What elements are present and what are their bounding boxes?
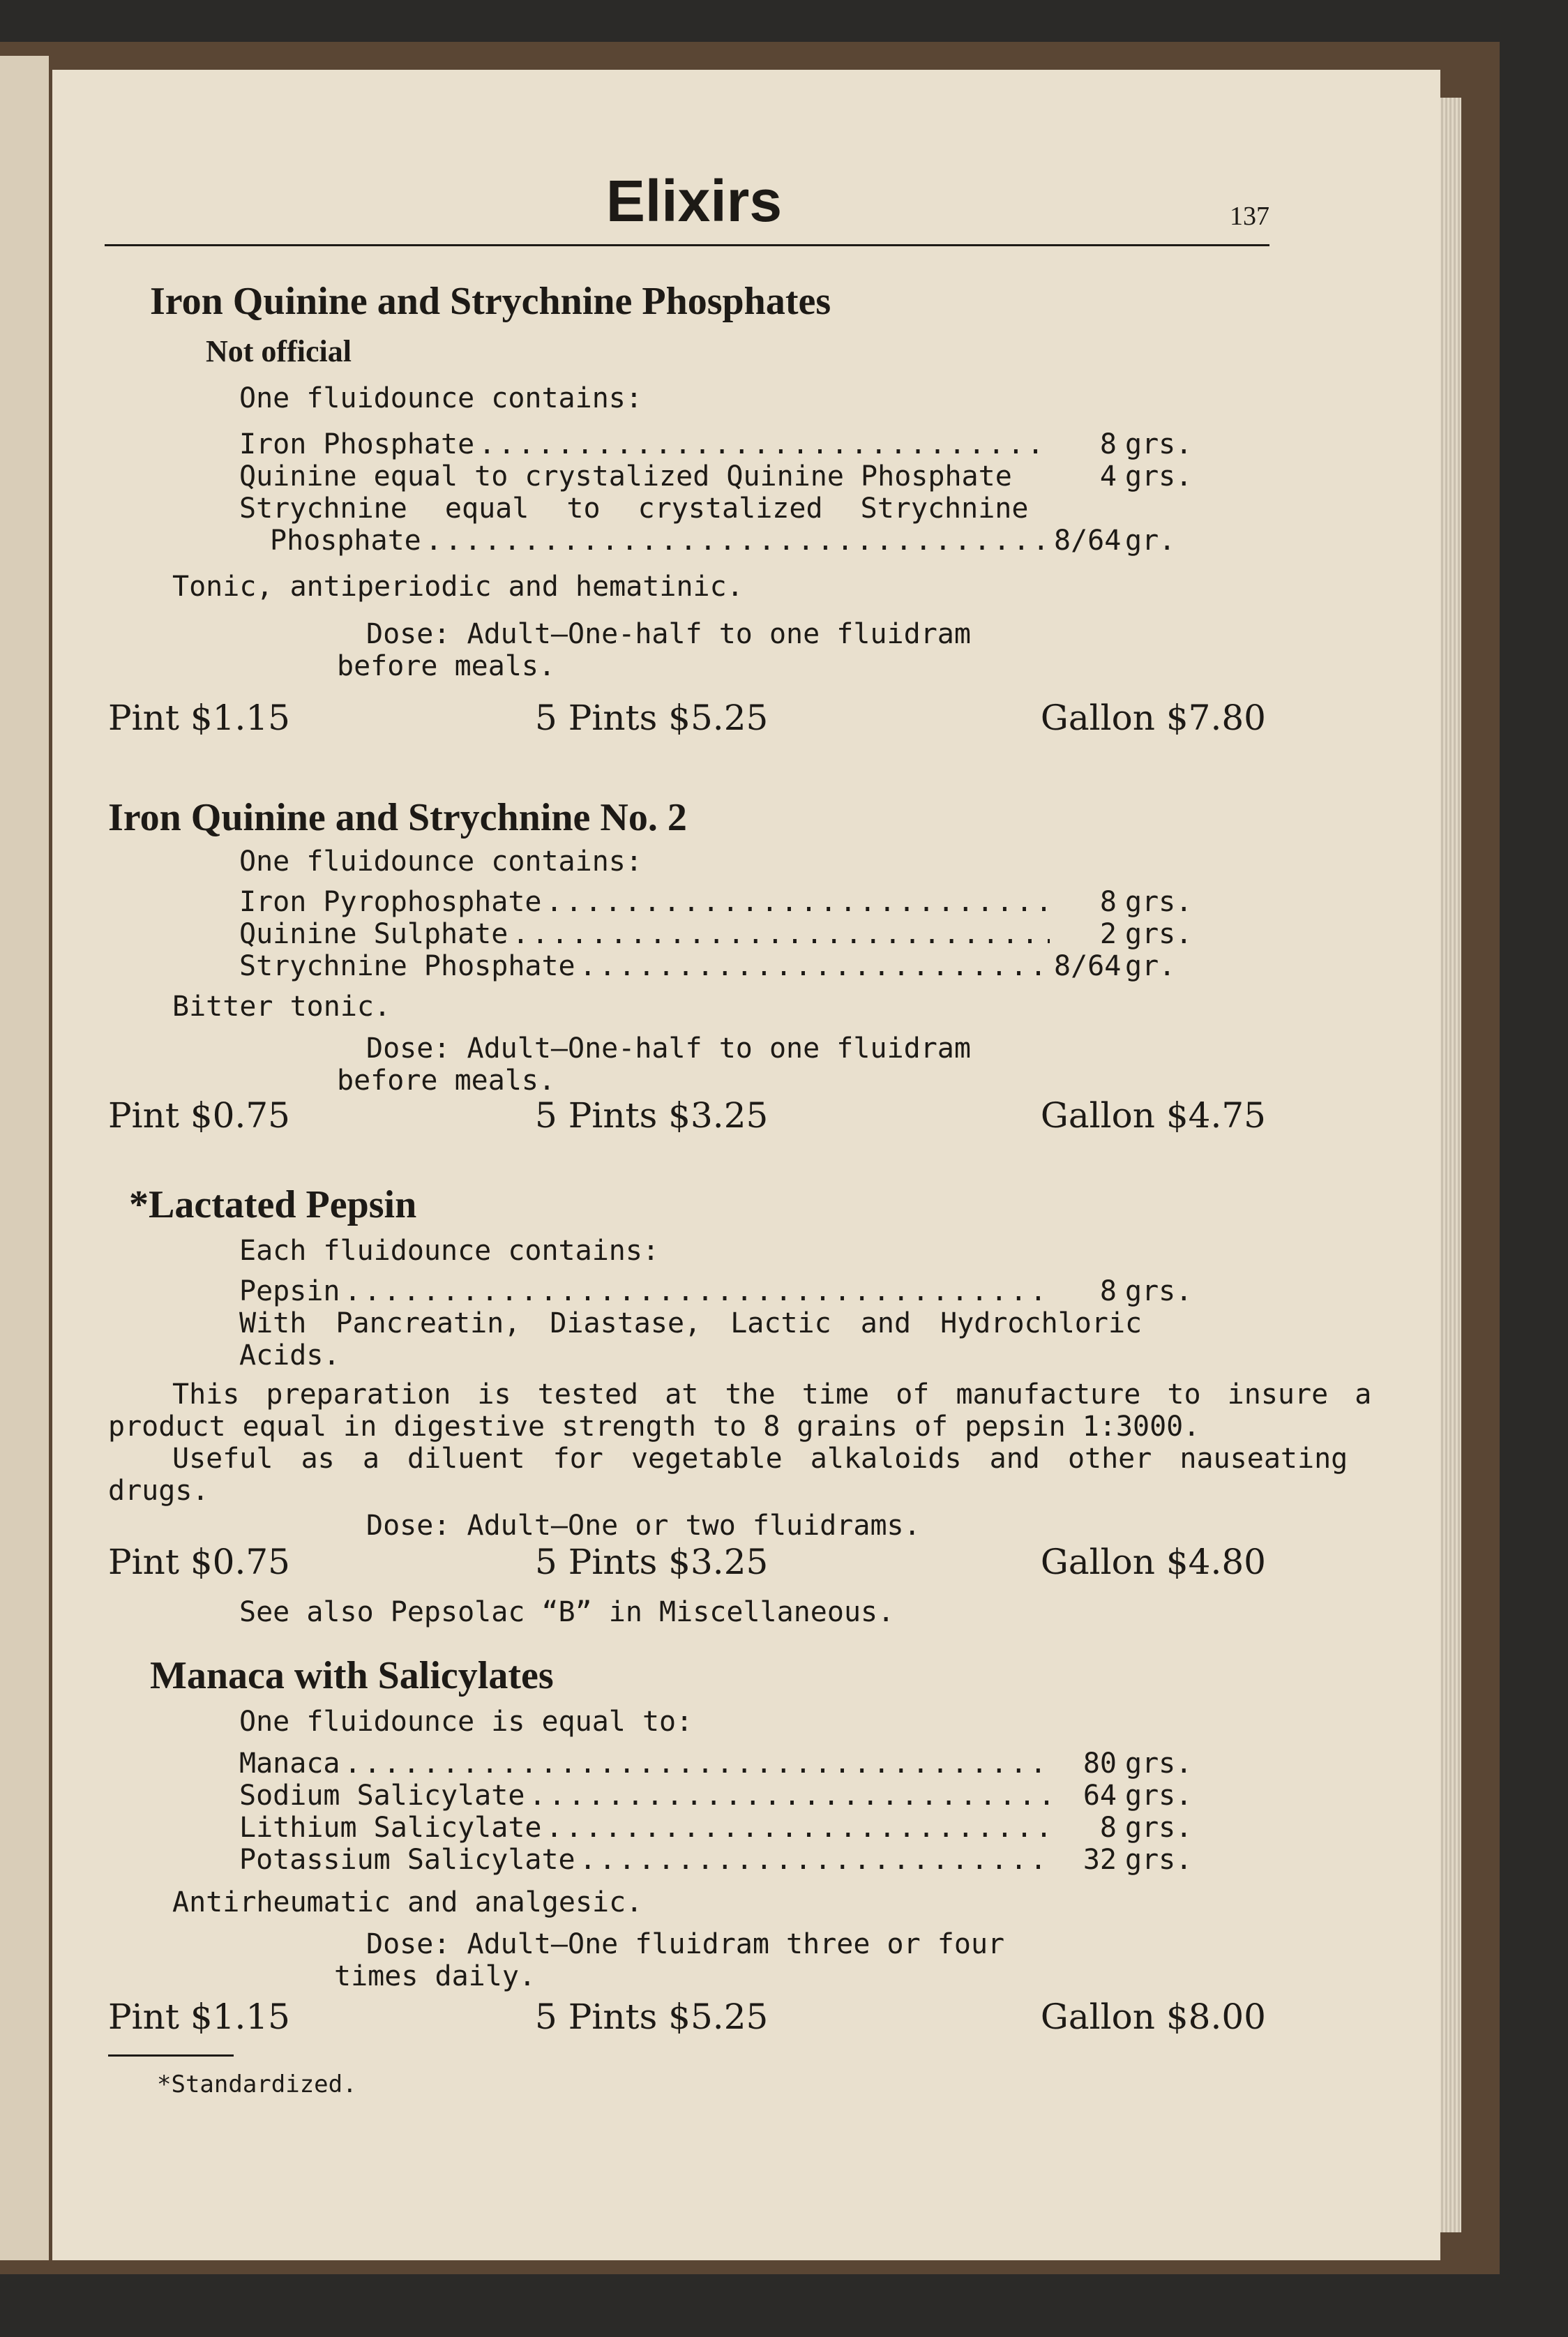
ingredient-name: Quinine Sulphate <box>239 918 508 950</box>
facing-page-edge <box>0 56 49 2260</box>
ingredient-row <box>270 525 1202 557</box>
footnote: *Standardized. <box>157 2071 357 2098</box>
header-rule <box>105 244 1269 246</box>
price-gallon: Gallon $7.80 <box>1040 698 1266 738</box>
section-intro: Each fluidounce contains: <box>239 1235 660 1267</box>
ingredient-unit: gr. <box>1125 525 1176 557</box>
dose-text: Dose: Adult—One fluidram three or four <box>366 1928 1005 1960</box>
ingredient-unit: grs. <box>1125 1812 1193 1844</box>
ingredient-unit: grs. <box>1125 428 1193 460</box>
ingredient-name: Lithium Salicylate <box>239 1812 542 1844</box>
ingredient-row <box>239 428 1202 460</box>
indication-text: Bitter tonic. <box>172 991 391 1023</box>
ingredient-unit: grs. <box>1125 1748 1193 1780</box>
ingredient-amount: 32 <box>1083 1844 1117 1876</box>
ingredient-amount: 4 <box>1099 460 1117 493</box>
price-five-pints: 5 Pints $3.25 <box>535 1542 769 1582</box>
ingredient-unit: gr. <box>1125 950 1176 982</box>
section-intro: One fluidounce contains: <box>239 382 642 414</box>
price-pint: Pint $0.75 <box>108 1542 290 1582</box>
price-five-pints: 5 Pints $3.25 <box>535 1095 769 1136</box>
ingredient-amount: 2 <box>1099 918 1117 950</box>
ingredient-row <box>239 1780 1202 1812</box>
ingredient-unit: grs. <box>1125 1275 1193 1307</box>
ingredient-name: Sodium Salicylate <box>239 1780 525 1812</box>
dose-text: before meals. <box>337 1065 556 1097</box>
description-text: product equal in digestive strength to 8 grains of pepsin 1:3000. <box>108 1411 1200 1443</box>
dose-text: times daily. <box>334 1960 536 1992</box>
ingredient-row <box>239 950 1202 982</box>
dose-text: before meals. <box>337 650 556 682</box>
composition-note: With Pancreatin, Diastase, Lactic and Hydrochloric <box>239 1307 1143 1339</box>
dose-text: Dose: Adult—One-half to one fluidram <box>366 1032 971 1065</box>
section-title: Iron Quinine and Strychnine Phosphates <box>150 280 831 323</box>
ingredient-row <box>239 1844 1202 1876</box>
section-subtitle: Not official <box>206 334 352 368</box>
indication-text: Tonic, antiperiodic and hematinic. <box>172 571 744 603</box>
ingredient-amount: 8 <box>1099 1812 1117 1844</box>
cross-reference: See also Pepsolac “B” in Miscellaneous. <box>239 1596 895 1628</box>
ingredient-amount: 80 <box>1083 1748 1117 1780</box>
price-five-pints: 5 Pints $5.25 <box>535 698 769 738</box>
price-five-pints: 5 Pints $5.25 <box>535 1997 769 2037</box>
footnote-rule <box>108 2054 234 2057</box>
ingredient-name: Phosphate <box>270 525 421 557</box>
page-number: 137 <box>1230 202 1269 231</box>
ingredient-row <box>239 1748 1202 1780</box>
section-title: *Lactated Pepsin <box>129 1183 417 1226</box>
ingredient-amount: 64 <box>1083 1780 1117 1812</box>
ingredient-amount: 8/64 <box>1054 950 1122 982</box>
ingredient-unit: grs. <box>1125 886 1193 918</box>
price-pint: Pint $0.75 <box>108 1095 290 1136</box>
ingredient-name: Strychnine Phosphate <box>239 950 575 982</box>
composition-note: Acids. <box>239 1339 340 1372</box>
description-text: drugs. <box>108 1475 209 1507</box>
section-title: Iron Quinine and Strychnine No. 2 <box>108 796 687 839</box>
ingredient-name: Strychnine equal to crystalized Strychnine <box>239 493 1029 525</box>
ingredient-name: Iron Pyrophosphate <box>239 886 542 918</box>
description-text: Useful as a diluent for vegetable alkaloids and other nauseating <box>172 1443 1348 1475</box>
section-title: Manaca with Salicylates <box>150 1654 554 1697</box>
ingredient-row <box>239 460 1202 493</box>
ingredient-unit: grs. <box>1125 918 1193 950</box>
section-intro: One fluidounce contains: <box>239 846 642 878</box>
ingredient-unit: grs. <box>1125 1844 1193 1876</box>
description-text: This preparation is tested at the time of manufacture to insure a <box>172 1378 1372 1411</box>
ingredient-name: Iron Phosphate <box>239 428 475 460</box>
book-page <box>52 70 1440 2260</box>
ingredient-amount: 8/64 <box>1054 525 1122 557</box>
ingredient-amount: 8 <box>1099 428 1117 460</box>
page-title: Elixirs <box>605 168 783 234</box>
ingredient-name: Potassium Salicylate <box>239 1844 575 1876</box>
ingredient-unit: grs. <box>1125 1780 1193 1812</box>
ingredient-row <box>239 918 1202 950</box>
price-pint: Pint $1.15 <box>108 698 290 738</box>
ingredient-unit: grs. <box>1125 460 1193 493</box>
dose-text: Dose: Adult—One-half to one fluidram <box>366 618 971 650</box>
ingredient-amount: 8 <box>1099 1275 1117 1307</box>
indication-text: Antirheumatic and analgesic. <box>172 1886 643 1918</box>
price-gallon: Gallon $8.00 <box>1040 1997 1266 2037</box>
ingredient-row <box>239 886 1202 918</box>
price-gallon: Gallon $4.80 <box>1040 1542 1266 1582</box>
ingredient-amount: 8 <box>1099 886 1117 918</box>
ingredient-row <box>239 1812 1202 1844</box>
dose-text: Dose: Adult—One or two fluidrams. <box>366 1510 921 1542</box>
ingredient-name: Quinine equal to crystalized Quinine Phosphate <box>239 460 1012 493</box>
ingredient-row <box>239 1275 1202 1307</box>
price-pint: Pint $1.15 <box>108 1997 290 2037</box>
section-intro: One fluidounce is equal to: <box>239 1706 693 1738</box>
ingredient-name: Manaca <box>239 1748 340 1780</box>
price-gallon: Gallon $4.75 <box>1040 1095 1266 1136</box>
ingredient-name: Pepsin <box>239 1275 340 1307</box>
